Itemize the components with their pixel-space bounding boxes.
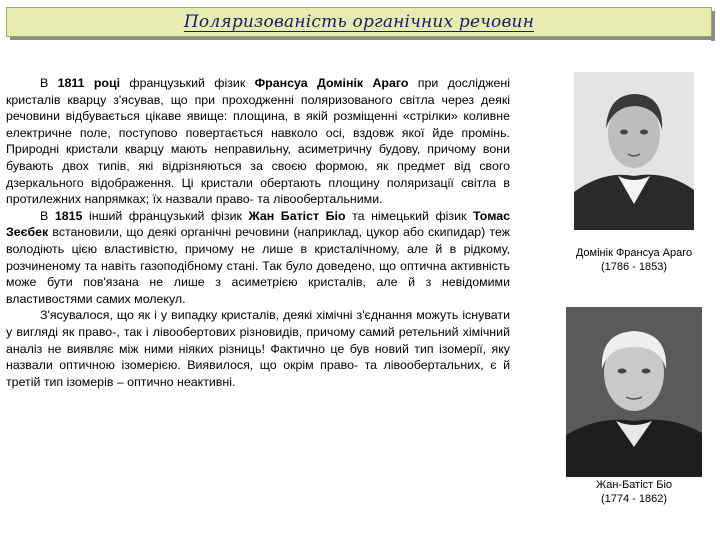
name-biot: Жан Батіст Біо (248, 208, 346, 223)
portrait-arago (574, 72, 694, 230)
name-arago: Франсуа Домінік Араго (254, 76, 409, 90)
portrait-biot (566, 307, 702, 477)
caption-biot: Жан-Батіст Біо (1774 - 1862) (595, 479, 673, 505)
year-1815: 1815 (54, 208, 83, 223)
title-bar (6, 7, 712, 37)
page-title: Поляризованість органічних речовин (183, 11, 535, 32)
caption-arago: Домінік Франсуа Араго (1786 - 1853) (575, 247, 693, 273)
paragraph-isomerism: З'ясувалося, що як і у випадку кристалів, деякі хімічні з'єднання можуть існувати у вигляді як право-, так і лівообертових різновидів, причому самий ретельний хімічний аналіз не виявляє між ними ніяких різниць! Фактично це був новий тип ізомерії, яку назвали оптичною ізомерією. Виявилося, що окрім право- та лівообертальних, є й третій тип ізомерів – оптично неактивні. (6, 308, 510, 389)
paragraph-biot: В 1815 інший французький фізик Жан Батіст Біо та німецький фізик Томас Зеєбек встановили, що деякі органічні речовини (наприклад, цукор або скипидар) теж володіють цією властивістю, причому не лише в кристалічному, але й в рідкому, розчиненому та навіть газоподібному стані. Так було доведено, що оптична активність може бути пов'язана не лише з асиметрією кристалів, але й з невідомими властивостями самих молекул. (6, 208, 510, 306)
paragraph-arago: В 1811 році французький фізик Франсуа Домінік Араго при досліджені кристалів кварцу з'ясував, що при проходженні поляризованого світла через деякі речовини відбувається цікаве явище: площина, в якій розміщенні «стрілки» коливне електричне поле, поступово повертається навколо осі, вздовж якої йде промінь. Природні кристали кварцу мають неправильну, асиметричну будову, причому вони бувають двох типів, які відрізняються за своєю формою, як предмет від свого дзеркального відображення. Ці кристали обертають площину поляризації світла в протилежних напрямках; їх назвали право- та лівообертальними. (6, 76, 510, 207)
body-text (6, 75, 510, 390)
name-seebeck: Томас Зеєбек (6, 208, 510, 240)
year-1811: 1811 році (57, 76, 121, 90)
